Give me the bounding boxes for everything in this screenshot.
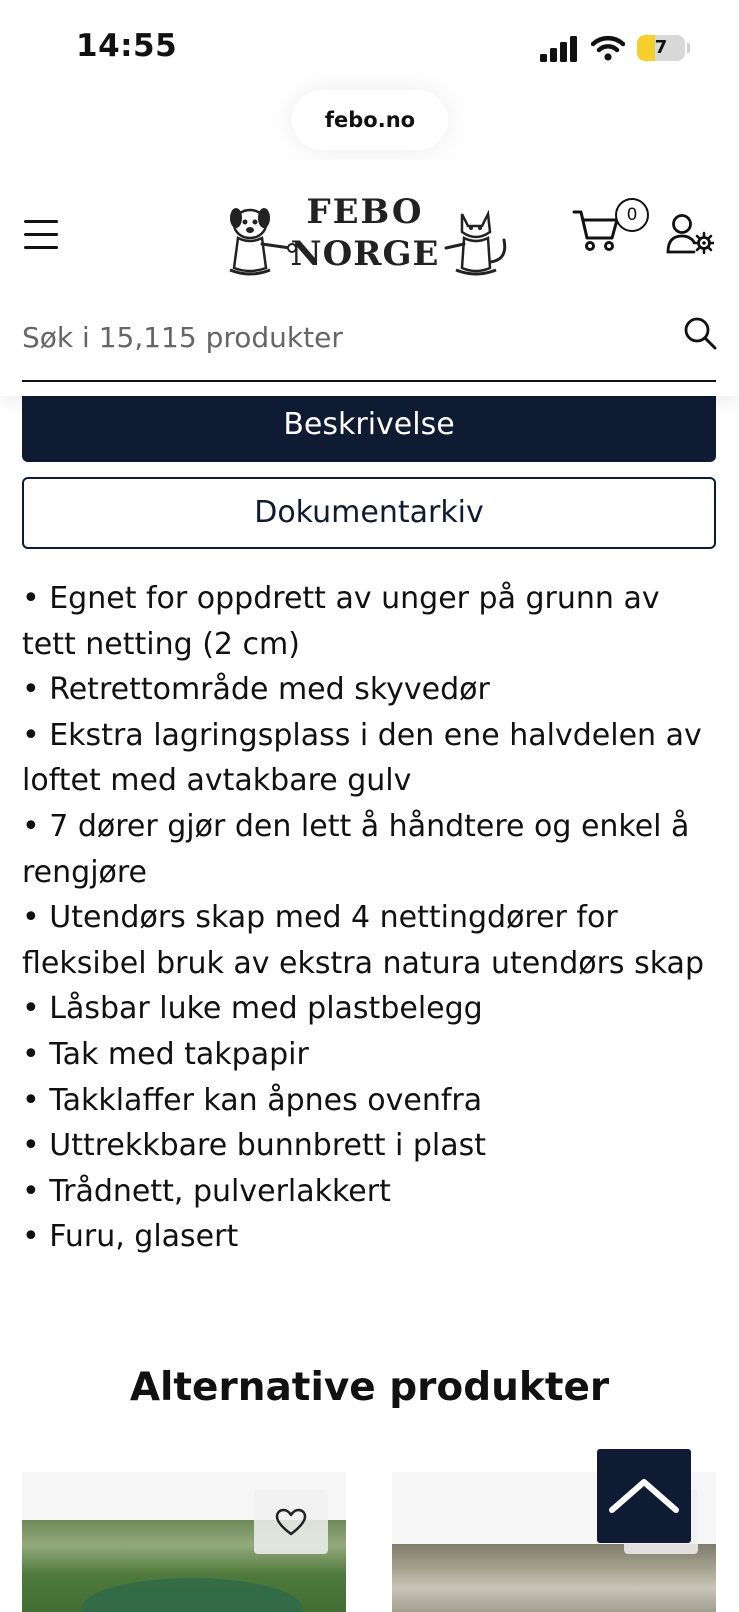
battery-cap [687,43,690,53]
description-item: • Trådnett, pulverlakkert [22,1173,391,1209]
menu-icon-line [24,246,58,249]
tab-description[interactable]: Beskrivelse [22,380,716,462]
logo-text-line1: FEBO [306,192,424,232]
product-description-list [22,576,722,1260]
product-image[interactable] [392,1544,716,1612]
wifi-icon [591,34,625,62]
chevron-up-icon [608,1476,680,1516]
product-card[interactable] [22,1472,346,1612]
description-item: • Uttrekkbare bunnbrett i plast [22,1128,487,1164]
favorite-button[interactable] [254,1490,328,1554]
site-logo[interactable] [220,192,508,282]
signal-icon [540,36,580,62]
cart-count-badge: 0 [615,198,649,232]
description-item: • Tak med takpapir [22,1036,309,1072]
search-icon[interactable] [683,316,717,350]
search-bar [22,302,716,382]
url-bar[interactable]: febo.no [292,90,448,150]
battery-level: 7 [654,37,668,58]
description-item: • Retrettområde med skyvedør [22,672,490,708]
description-item: • Låsbar luke med plastbelegg [22,991,483,1027]
battery-icon [637,35,685,61]
tab-documents[interactable]: Dokumentarkiv [22,477,716,549]
alternative-products-heading: Alternative produkter [129,1365,610,1410]
menu-button[interactable] [24,220,60,250]
status-time: 14:55 [76,28,178,64]
description-item: • Furu, glasert [22,1219,239,1255]
search-input[interactable] [22,312,642,362]
logo-text-line2: NORGE [290,234,440,274]
account-settings-icon[interactable] [666,214,714,254]
description-item: • Ekstra lagringsplass i den ene halvdelen av loftet med avtakbare gulv [22,717,702,799]
product-image-enclosure [82,1578,302,1612]
site-header [0,160,739,396]
status-bar [0,0,739,90]
description-item: • Takklaffer kan åpnes ovenfra [22,1082,483,1118]
description-item: • 7 dører gjør den lett å håndtere og enkel å rengjøre [22,808,690,890]
scroll-to-top-button[interactable] [597,1449,691,1543]
description-item: • Egnet for oppdrett av unger på grunn av tett netting (2 cm) [22,581,660,662]
description-item: • Utendørs skap med 4 nettingdører for fleksibel bruk av ekstra natura utendørs skap [22,900,704,981]
cat-mascot-icon [442,204,512,278]
cart-icon[interactable] [572,208,620,252]
menu-icon-line [24,220,58,223]
dog-mascot-icon [220,204,300,278]
menu-icon-line [24,233,58,236]
heart-icon [275,1508,307,1536]
